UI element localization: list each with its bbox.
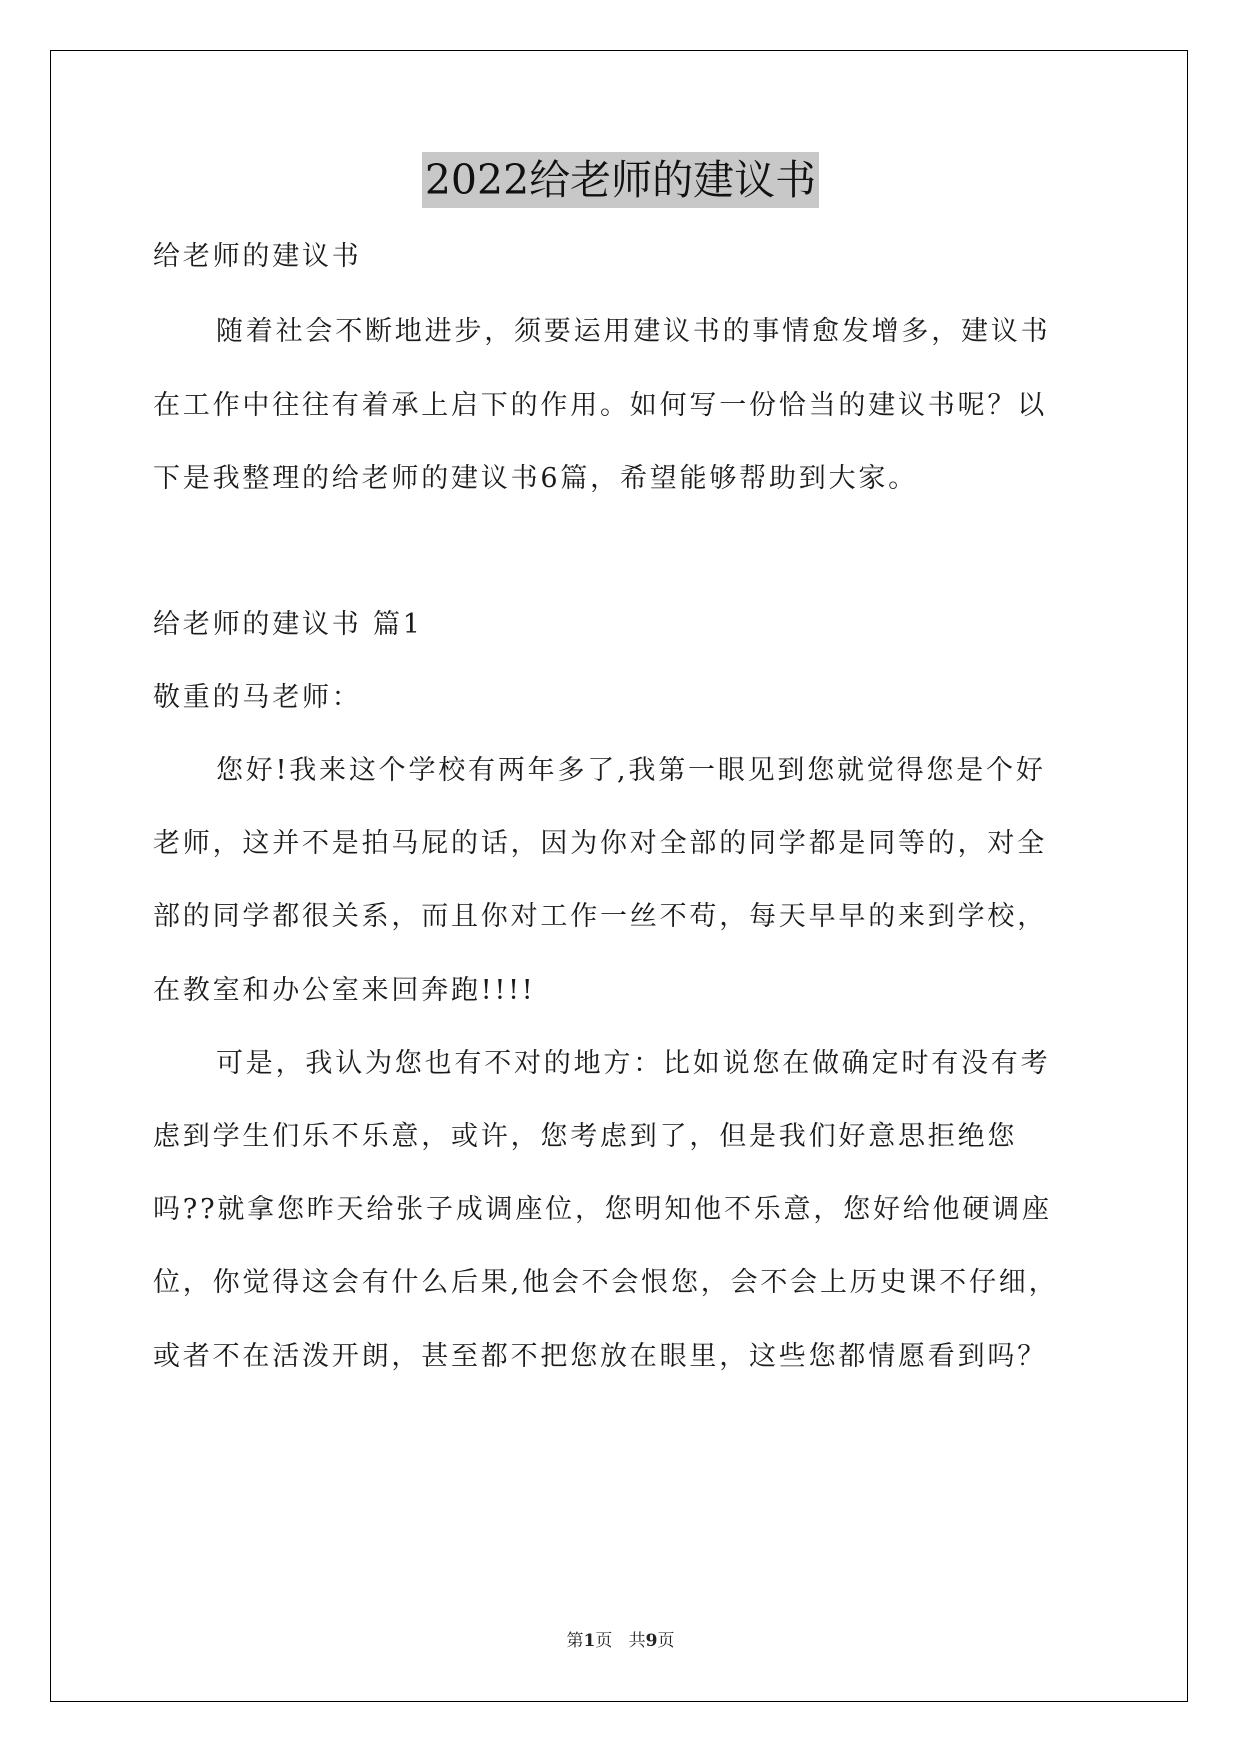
paragraph-line: 在工作中往往有着承上启下的作用。如何写一份恰当的建议书呢？以 <box>153 390 1047 421</box>
section-heading: 给老师的建议书 篇1 <box>153 609 423 640</box>
footer-middle: 页 共 <box>595 1631 646 1651</box>
total-page-count: 9 <box>645 1631 658 1651</box>
footer-suffix: 页 <box>657 1631 675 1651</box>
document-title: 2022给老师的建议书 <box>422 152 819 208</box>
paragraph-line: 位，你觉得这会有什么后果,他会不会恨您，会不会上历史课不仔细， <box>153 1267 1059 1298</box>
current-page-number: 1 <box>583 1631 596 1651</box>
paragraph-line: 吗??就拿您昨天给张子成调座位，您明知他不乐意，您好给他硬调座 <box>153 1194 1052 1225</box>
paragraph-line: 随着社会不断地进步，须要运用建议书的事情愈发增多，建议书 <box>216 316 1051 347</box>
paragraph-line: 可是，我认为您也有不对的地方：比如说您在做确定时有没有考 <box>216 1048 1051 1079</box>
paragraph-line: 或者不在活泼开朗，甚至都不把您放在眼里，这些您都情愿看到吗？ <box>153 1341 1047 1372</box>
page-border <box>50 50 1188 1702</box>
paragraph-line: 下是我整理的给老师的建议书6篇，希望能够帮助到大家。 <box>153 463 918 494</box>
footer-prefix: 第 <box>566 1631 584 1651</box>
paragraph-line: 部的同学都很关系，而且你对工作一丝不苟，每天早早的来到学校， <box>153 901 1047 932</box>
intro-heading: 给老师的建议书 <box>153 241 362 272</box>
paragraph-line: 在教室和办公室来回奔跑!!!! <box>153 975 536 1006</box>
paragraph-line: 虑到学生们乐不乐意，或许，您考虑到了，但是我们好意思拒绝您 <box>153 1121 1018 1152</box>
paragraph-line: 您好!我来这个学校有两年多了,我第一眼见到您就觉得您是个好 <box>216 755 1046 786</box>
title-container <box>0 152 1241 208</box>
salutation: 敬重的马老师： <box>153 682 362 713</box>
paragraph-line: 老师，这并不是拍马屁的话，因为你对全部的同学都是同等的，对全 <box>153 828 1047 859</box>
page-footer <box>0 1626 1241 1651</box>
